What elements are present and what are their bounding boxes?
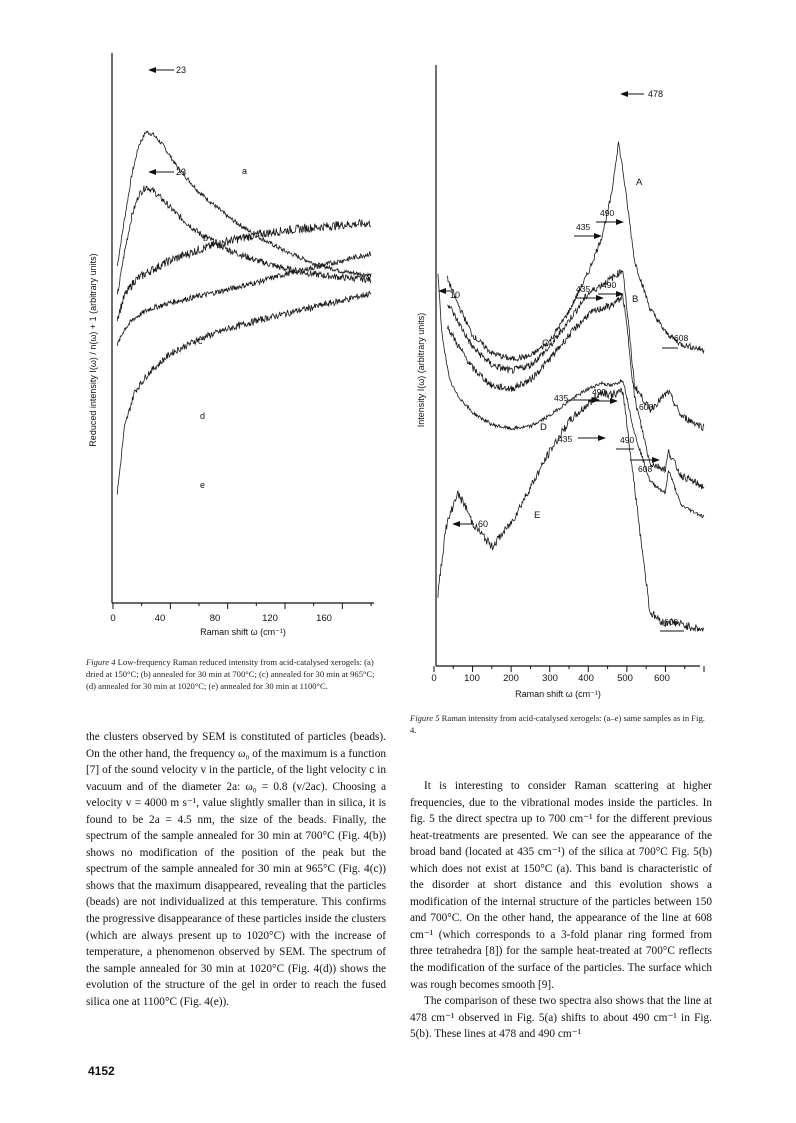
figure-5-ticks xyxy=(434,666,704,672)
series-line-E xyxy=(438,388,704,631)
marker-arrow-head xyxy=(452,521,460,527)
fig5-tick-label: 400 xyxy=(578,673,594,684)
figure-5-caption-label: Figure 5 xyxy=(410,713,440,723)
fig5-label-608-f: 608 xyxy=(664,617,679,627)
figure-4-caption-text: Low-frequency Raman reduced intensity from acid-catalysed xerogels: (a) dried at 150°C; (b) annealed for 30 min at 700°C; (c) annealed for 30 min at 965°C; (d) annealed for 30 min at 1020°C; (e) annealed for 30 min at 1100°C. xyxy=(86,657,375,691)
fig5-tick-label: 600 xyxy=(654,673,670,684)
figure-4-curves xyxy=(117,131,371,494)
left-column-text xyxy=(86,729,386,1010)
curve-label-d: d xyxy=(200,411,206,421)
figure-5-x-label: Raman shift ω (cm⁻¹) xyxy=(515,689,601,699)
fig5-label-478: 478 xyxy=(648,89,664,99)
fig5-label-10: 10 xyxy=(450,290,461,300)
marker-arrow-head xyxy=(652,457,660,463)
curve-label-e: e xyxy=(200,480,206,490)
fig4-tick-label: 40 xyxy=(154,613,166,624)
marker-arrow-head xyxy=(596,295,604,301)
fig5-label-60: 60 xyxy=(478,519,489,529)
fig5-label-490-b: 490 xyxy=(602,280,617,290)
fig5-label-435-a: 435 xyxy=(576,222,591,232)
fig5-label-435-e: 435 xyxy=(558,434,573,444)
fig5-tick-label: 100 xyxy=(464,673,480,684)
figure-4-caption-label: Figure 4 xyxy=(86,657,116,667)
curve-label-B: B xyxy=(632,294,639,305)
series-line-e xyxy=(117,291,371,495)
marker-arrow-head xyxy=(598,435,606,441)
right-paragraph-2: The comparison of these two spectra also shows that the line at 478 cm⁻¹ observed in Fig. 5(a) shifts to about 490 cm⁻¹ in Fig. 5(b). These lines at 478 and 490 cm⁻¹ xyxy=(410,995,712,1041)
fig4-tick-label: 160 xyxy=(316,613,332,624)
page-number: 4152 xyxy=(88,1064,115,1078)
fig5-tick-label: 500 xyxy=(617,673,633,684)
left-paragraph: the clusters observed by SEM is constituted of particles (beads). On the other hand, the frequency ω₀ of the maximum is a function [7] of the sound velocity v in the particle, of the light velocity c in vacuum and of the diameter 2a: ω₀ = 0.8 (v/2ac). Choosing a velocity v = 4000 m s⁻¹, value slightly smaller than in silica, it is found to be 2a = 4.5 nm, the size of the beads. Finally, the spectrum of the sample annealed for 30 min at 700°C (Fig. 4(b)) shows no modification of the position of the peak but the spectrum of the sample annealed for 30 min at 965°C (Fig. 4(c)) shows that the maximum disappeared, revealing that the particles (beads) are not individualized at this temperature. This confirms the progressive disappearance of these particles inside the clusters (which are always present up to 1020°C) with the increase of temperature, a phenomenon observed by SEM. The spectrum of the sample annealed for 30 min at 1020°C (Fig. 4(d)) shows the evolution of the structure of the gel in order to reach the fused silica one at 1100°C (Fig. 4(e)). xyxy=(86,731,386,1008)
figure-4-y-label: Reduced intensity I(ω) / n(ω) + 1 (arbitrary units) xyxy=(88,253,98,447)
fig5-label-490-d: 490 xyxy=(592,387,607,397)
curve-label-D: D xyxy=(540,422,547,433)
marker-arrow-head xyxy=(620,91,628,97)
figure-4-caption xyxy=(86,656,386,692)
series-line-a xyxy=(117,131,371,277)
series-line-C xyxy=(448,295,705,489)
fig4-tick-label: 120 xyxy=(262,613,278,624)
fig4-tick-label: 0 xyxy=(110,613,116,624)
fig5-tick-label: 200 xyxy=(503,673,519,684)
figure-4-x-label: Raman shift ω (cm⁻¹) xyxy=(200,627,286,637)
figure-5 xyxy=(412,50,712,710)
curve-label-E: E xyxy=(534,510,541,521)
fig5-tick-label: 0 xyxy=(431,673,437,684)
curve-label-C: C xyxy=(542,338,549,349)
fig5-label-490-e: 490 xyxy=(620,435,635,445)
marker-arrow-head xyxy=(594,233,602,239)
peak-arrow-head xyxy=(148,67,156,73)
fig5-tick-label: 300 xyxy=(542,673,558,684)
marker-arrow-head xyxy=(592,397,600,403)
marker-arrow-head xyxy=(610,398,618,404)
right-column-text xyxy=(410,778,712,1043)
figure-5-y-label: Intensity I(ω) (arbitrary units) xyxy=(416,312,426,428)
marker-arrow-head xyxy=(616,219,624,225)
peak-arrow-head xyxy=(148,169,156,175)
fig5-label-608-d: 608 xyxy=(639,402,654,412)
curve-label-a: a xyxy=(242,166,248,176)
fig4-peak-label-1: 23 xyxy=(176,65,187,75)
fig4-tick-label: 80 xyxy=(209,613,221,624)
figure-5-curves xyxy=(438,142,704,632)
right-paragraph-1: It is interesting to consider Raman scattering at higher frequencies, due to the vibrational modes inside the particles. In fig. 5 the direct spectra up to 700 cm⁻¹ for the different previous heat-treatments are presented. We can see the appearance of the broad band (located at 435 cm⁻¹) of the silica at 700°C Fig. 5(b) which does not exist at 150°C (a). This band is characteristic of the disorder at short distance and this evolution shows a modification of the internal structure of the particles between 150 and 700°C. On the other hand, the appearance of the line at 608 cm⁻¹ (which corresponds to a 3-fold planar ring formed from three tetrahedra [8]) for the sample heat-treated at 700°C reflects the modification of the surface of the particles. The surface which was rough becomes smooth [9]. xyxy=(410,780,712,991)
figure-4 xyxy=(86,50,386,650)
curve-label-c: c xyxy=(198,336,203,346)
curve-label-A: A xyxy=(636,177,643,188)
fig5-label-435-d: 435 xyxy=(554,393,569,403)
figure-5-caption-text: Raman intensity from acid-catalysed xerogels: (a–e) same samples as in Fig. 4. xyxy=(410,713,705,735)
fig5-label-490-a: 490 xyxy=(600,208,615,218)
fig5-label-608-c: 608 xyxy=(674,333,689,343)
figure-4-chart xyxy=(86,50,386,650)
curve-label-b: b xyxy=(203,233,209,243)
fig5-label-435-b: 435 xyxy=(576,284,591,294)
figure-4-ticks xyxy=(113,603,371,609)
fig4-peak-label-2: 23 xyxy=(176,167,187,177)
figure-5-caption xyxy=(410,712,712,736)
figure-5-chart xyxy=(412,50,712,710)
series-line-d xyxy=(117,251,371,346)
fig5-label-608-e: 608 xyxy=(638,464,653,474)
